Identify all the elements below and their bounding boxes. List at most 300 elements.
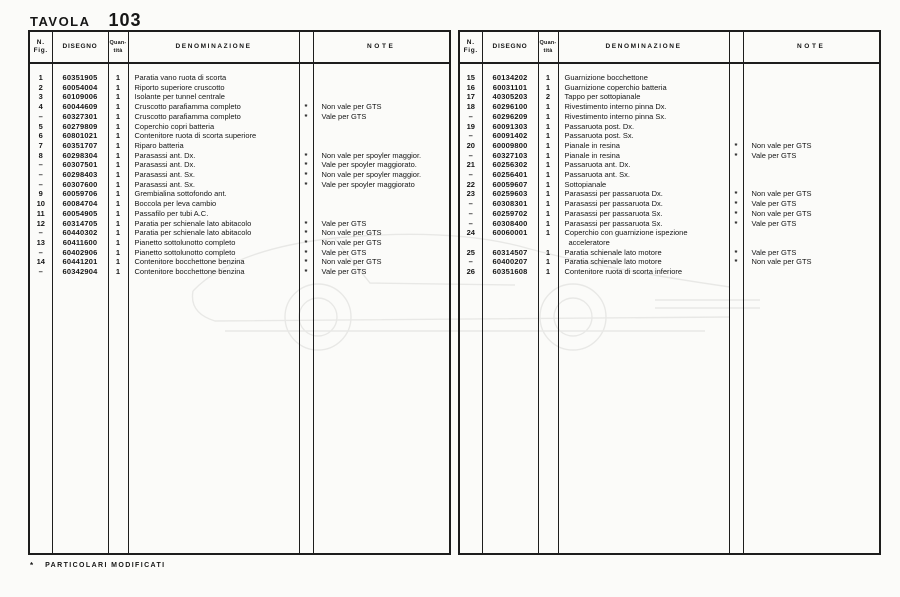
star-cell	[299, 83, 313, 93]
qty-cell: 1	[108, 102, 128, 112]
table-row	[29, 141, 450, 151]
star-cell: *	[299, 170, 313, 180]
star-cell: *	[299, 160, 313, 170]
denominazione-cell: Grembialina sottofondo ant.	[128, 189, 299, 199]
qty-cell: 1	[538, 189, 558, 199]
qty-cell: 1	[538, 170, 558, 180]
filler-cell	[299, 277, 313, 554]
table-row	[459, 267, 880, 277]
qty-cell: 1	[108, 219, 128, 229]
denominazione-cell: Coperchio copri batteria	[128, 122, 299, 132]
fig-cell: 5	[29, 122, 52, 132]
denominazione-cell: Parasassi per passaruota Dx.	[558, 189, 729, 199]
fig-cell: 6	[29, 131, 52, 141]
note-cell	[313, 199, 450, 209]
disegno-cell: 60256401	[482, 170, 538, 180]
note-cell	[743, 267, 880, 277]
note-cell: Vale per GTS	[321, 111, 367, 121]
star-cell: *	[299, 219, 313, 229]
fig-cell: 9	[29, 189, 52, 199]
page-title	[30, 10, 142, 31]
disegno-cell: 60009800	[482, 141, 538, 151]
star-cell	[729, 102, 743, 112]
filler-row	[459, 277, 880, 554]
table-row	[29, 92, 450, 102]
star-cell: *	[729, 219, 743, 229]
denominazione-cell: Parasassi ant. Dx.	[128, 151, 299, 161]
table-row	[29, 189, 450, 199]
note-cell: Non vale per GTS	[751, 208, 812, 218]
filler-cell	[108, 277, 128, 554]
filler-cell	[482, 277, 538, 554]
fig-cell: 3	[29, 92, 52, 102]
denominazione-cell: Cruscotto parafiamma completo	[128, 102, 299, 112]
note-cell	[743, 112, 880, 122]
qty-cell: 1	[538, 180, 558, 190]
table-row	[459, 248, 880, 258]
note-cell	[743, 92, 880, 102]
table-row	[459, 180, 880, 190]
disegno-cell: 60259702	[482, 209, 538, 219]
denominazione-cell: Rivestimento interno pinna Sx.	[558, 112, 729, 122]
star-cell: *	[729, 151, 743, 161]
star-cell	[729, 131, 743, 141]
qty-cell: 1	[538, 83, 558, 93]
star-cell: *	[299, 228, 313, 238]
fig-cell: 24	[459, 228, 482, 247]
denominazione-cell: Rivestimento interno pinna Dx.	[558, 102, 729, 112]
qty-cell: 1	[108, 209, 128, 219]
fig-cell: 8	[29, 151, 52, 161]
star-cell	[729, 83, 743, 93]
col-header-qty	[108, 31, 128, 63]
denominazione-cell: Pianale in resina	[558, 151, 729, 161]
qty-cell: 1	[538, 160, 558, 170]
disegno-cell: 60400207	[482, 257, 538, 267]
qty-cell: 1	[538, 228, 558, 247]
table-row	[29, 209, 450, 219]
star-cell	[729, 180, 743, 190]
col-header-qty-line2: tità	[543, 48, 553, 54]
note-cell	[743, 102, 880, 112]
qty-cell: 1	[108, 83, 128, 93]
star-cell: *	[729, 141, 743, 151]
filler-cell	[128, 277, 299, 554]
fig-cell: 19	[459, 122, 482, 132]
note-cell: Non vale per GTS	[751, 189, 812, 199]
filler-cell	[52, 277, 108, 554]
table-row	[459, 122, 880, 132]
note-cell	[313, 122, 450, 132]
fig-cell: 11	[29, 209, 52, 219]
star-cell: *	[729, 209, 743, 219]
denominazione-cell: Parasassi ant. Sx.	[128, 170, 299, 180]
col-header-fig-line2: Fig.	[463, 47, 478, 54]
table-row	[29, 180, 450, 190]
disegno-cell: 60314705	[52, 219, 108, 229]
fig-cell: 17	[459, 92, 482, 102]
col-header-fig-line2: Fig.	[33, 47, 48, 54]
disegno-cell: 60441201	[52, 257, 108, 267]
qty-cell: 1	[108, 180, 128, 190]
fig-cell: –	[459, 219, 482, 229]
denominazione-cell: Parasassi ant. Dx.	[128, 160, 299, 170]
denominazione-cell: Parasassi per passaruota Sx.	[558, 209, 729, 219]
table-row	[29, 131, 450, 141]
col-header-qty-line1: Quan-	[109, 40, 127, 46]
table-row	[29, 170, 450, 180]
denominazione-cell: Contenitore ruota di scorta inferiore	[558, 267, 729, 277]
filler-cell	[313, 277, 450, 554]
disegno-cell: 60342904	[52, 267, 108, 277]
qty-cell: 1	[108, 92, 128, 102]
disegno-cell: 60411600	[52, 238, 108, 248]
disegno-cell: 60351707	[52, 141, 108, 151]
fig-cell: –	[459, 257, 482, 267]
denominazione-cell: Passaruota ant. Sx.	[558, 170, 729, 180]
star-cell	[299, 92, 313, 102]
table-row	[459, 102, 880, 112]
note-cell	[313, 92, 450, 102]
note-cell: Vale per GTS	[751, 247, 797, 257]
col-header-fig	[459, 31, 482, 63]
disegno-cell: 60059706	[52, 189, 108, 199]
note-cell: Vale per GTS	[321, 267, 367, 277]
fig-cell: 22	[459, 180, 482, 190]
fig-cell: –	[459, 199, 482, 209]
fig-cell: –	[29, 180, 52, 190]
denominazione-cell: Tappo per sottopianale	[558, 92, 729, 102]
table-row	[29, 219, 450, 229]
table-row	[29, 112, 450, 122]
fig-cell: 7	[29, 141, 52, 151]
qty-cell: 1	[538, 219, 558, 229]
fig-cell: –	[29, 170, 52, 180]
disegno-cell: 60256302	[482, 160, 538, 170]
star-cell: *	[299, 112, 313, 122]
tavola-label: TAVOLA	[30, 14, 91, 29]
star-cell	[729, 170, 743, 180]
qty-cell: 1	[108, 248, 128, 258]
fig-cell: –	[29, 228, 52, 238]
col-header-qty-line1: Quan-	[539, 40, 557, 46]
fig-cell: –	[459, 151, 482, 161]
denominazione-cell: Riparo batteria	[128, 141, 299, 151]
table-row	[29, 267, 450, 277]
fig-cell: –	[459, 209, 482, 219]
qty-cell: 1	[108, 141, 128, 151]
qty-cell: 1	[108, 63, 128, 83]
fig-cell: 16	[459, 83, 482, 93]
table-row	[29, 248, 450, 258]
disegno-cell: 60314507	[482, 248, 538, 258]
qty-cell: 1	[108, 257, 128, 267]
star-cell: *	[729, 199, 743, 209]
disegno-cell: 60059607	[482, 180, 538, 190]
note-cell	[743, 131, 880, 141]
table-row	[459, 199, 880, 209]
filler-cell	[29, 277, 52, 554]
star-cell: *	[299, 238, 313, 248]
denominazione-cell: Paratia vano ruota di scorta	[128, 63, 299, 83]
qty-cell: 1	[538, 131, 558, 141]
note-cell: Non vale per GTS	[751, 140, 812, 150]
table-row	[459, 83, 880, 93]
star-cell	[729, 160, 743, 170]
star-cell	[729, 112, 743, 122]
disegno-cell: 60054905	[52, 209, 108, 219]
footnote-text: PARTICOLARI MODIFICATI	[45, 562, 166, 569]
parts-table-left	[28, 30, 451, 555]
table-row	[459, 131, 880, 141]
note-cell	[743, 83, 880, 93]
disegno-cell: 60296209	[482, 112, 538, 122]
col-header-qty-line2: tità	[113, 48, 123, 54]
qty-cell: 1	[108, 199, 128, 209]
note-cell: Non vale per GTS	[321, 228, 382, 238]
fig-cell: 2	[29, 83, 52, 93]
table-row	[459, 112, 880, 122]
denominazione-cell: Contenitore ruota di scorta superiore	[128, 131, 299, 141]
qty-cell: 1	[538, 209, 558, 219]
denominazione-cell: Contenitore bocchettone benzina	[128, 257, 299, 267]
qty-cell: 1	[108, 122, 128, 132]
note-cell: Vale per GTS	[751, 218, 797, 228]
star-cell	[729, 267, 743, 277]
filler-cell	[743, 277, 880, 554]
table-row	[459, 92, 880, 102]
qty-cell: 1	[108, 238, 128, 248]
fig-cell: 15	[459, 63, 482, 83]
star-cell: *	[299, 102, 313, 112]
table-row	[29, 122, 450, 132]
star-cell	[299, 199, 313, 209]
star-cell: *	[729, 248, 743, 258]
filler-cell	[538, 277, 558, 554]
col-header-star-spacer	[729, 31, 743, 63]
denominazione-cell: Cruscotto parafiamma completo	[128, 112, 299, 122]
disegno-cell: 60308301	[482, 199, 538, 209]
fig-cell: –	[29, 112, 52, 122]
disegno-cell: 60307501	[52, 160, 108, 170]
disegno-cell: 60084704	[52, 199, 108, 209]
star-cell	[299, 63, 313, 83]
denominazione-cell: Passafilo per tubi A.C.	[128, 209, 299, 219]
table-row	[459, 170, 880, 180]
note-cell: Vale per spoyler maggiorato	[321, 179, 415, 189]
note-cell: Non vale per GTS	[321, 257, 382, 267]
table-row	[459, 189, 880, 199]
note-cell	[743, 228, 880, 247]
star-cell: *	[729, 189, 743, 199]
disegno-cell: 60307600	[52, 180, 108, 190]
denominazione-cell: Paratia per schienale lato abitacolo	[128, 228, 299, 238]
denominazione-cell: Pianetto sottolunotto completo	[128, 248, 299, 258]
star-cell	[729, 228, 743, 247]
disegno-cell: 60060001	[482, 228, 538, 247]
col-header-denominazione: DENOMINAZIONE	[128, 31, 299, 63]
fig-cell: 13	[29, 238, 52, 248]
star-cell: *	[299, 257, 313, 267]
tavola-number: 103	[108, 10, 142, 30]
fig-cell: 18	[459, 102, 482, 112]
star-cell	[299, 141, 313, 151]
qty-cell: 1	[108, 189, 128, 199]
disegno-cell: 60054004	[52, 83, 108, 93]
fig-cell: –	[459, 112, 482, 122]
table-row	[459, 160, 880, 170]
fig-cell: –	[459, 170, 482, 180]
col-header-disegno: DISEGNO	[52, 31, 108, 63]
star-cell	[299, 209, 313, 219]
fig-cell: –	[29, 248, 52, 258]
fig-cell: –	[459, 131, 482, 141]
table-row	[29, 102, 450, 112]
col-header-disegno: DISEGNO	[482, 31, 538, 63]
disegno-cell: 60134202	[482, 63, 538, 83]
col-header-fig	[29, 31, 52, 63]
fig-cell: 25	[459, 248, 482, 258]
note-cell	[313, 63, 450, 83]
col-header-fig-line1: N.	[36, 39, 45, 46]
qty-cell: 1	[108, 151, 128, 161]
note-cell: Non vale per spoyler maggior.	[321, 170, 422, 180]
col-header-qty	[538, 31, 558, 63]
header-row	[29, 31, 450, 63]
denominazione-cell: Passaruota ant. Dx.	[558, 160, 729, 170]
table-row	[459, 257, 880, 267]
qty-cell: 1	[108, 267, 128, 277]
denominazione-cell: Parasassi ant. Sx.	[128, 180, 299, 190]
note-cell	[313, 141, 450, 151]
star-cell	[729, 92, 743, 102]
star-cell: *	[299, 248, 313, 258]
note-cell: Non vale per GTS	[321, 102, 382, 112]
table-row	[29, 83, 450, 93]
col-header-fig-line1: N.	[466, 39, 475, 46]
table-row	[459, 209, 880, 219]
denominazione-cell: Pianale in resina	[558, 141, 729, 151]
fig-cell: 21	[459, 160, 482, 170]
disegno-cell: 60279809	[52, 122, 108, 132]
qty-cell: 2	[538, 92, 558, 102]
note-cell: Vale per GTS	[321, 247, 367, 257]
col-header-star-spacer	[299, 31, 313, 63]
table-row	[29, 228, 450, 238]
denominazione-cell: Isolante per tunnel centrale	[128, 92, 299, 102]
star-cell	[299, 189, 313, 199]
modified-parts-marker-icon: *	[30, 561, 34, 570]
denominazione-cell: Paratia schienale lato motore	[558, 248, 729, 258]
star-cell: *	[729, 257, 743, 267]
star-cell	[299, 122, 313, 132]
disegno-cell: 60327103	[482, 151, 538, 161]
table-row	[459, 63, 880, 83]
disegno-cell: 60091402	[482, 131, 538, 141]
col-header-note: NOTE	[313, 31, 450, 63]
qty-cell: 1	[108, 131, 128, 141]
denominazione-cell: Paratia schienale lato motore	[558, 257, 729, 267]
denominazione-cell: Parasassi per passaruota Dx.	[558, 199, 729, 209]
note-cell: Vale per spoyler maggiorato.	[321, 160, 417, 170]
note-cell	[743, 170, 880, 180]
parts-table-right	[458, 30, 881, 555]
filler-cell	[558, 277, 729, 554]
disegno-cell: 60296100	[482, 102, 538, 112]
disegno-cell: 60351905	[52, 63, 108, 83]
table-row	[29, 151, 450, 161]
denominazione-cell: Riporto superiore cruscotto	[128, 83, 299, 93]
disegno-cell: 60044609	[52, 102, 108, 112]
col-header-note: NOTE	[743, 31, 880, 63]
table-row	[459, 219, 880, 229]
qty-cell: 1	[538, 141, 558, 151]
table-row	[459, 141, 880, 151]
table-row	[459, 228, 880, 247]
qty-cell: 1	[538, 102, 558, 112]
qty-cell: 1	[538, 112, 558, 122]
note-cell: Vale per GTS	[321, 218, 367, 228]
note-cell	[313, 209, 450, 219]
fig-cell: 12	[29, 219, 52, 229]
fig-cell: 10	[29, 199, 52, 209]
qty-cell: 1	[538, 122, 558, 132]
qty-cell: 1	[538, 257, 558, 267]
note-cell	[313, 83, 450, 93]
disegno-cell: 60327301	[52, 112, 108, 122]
note-cell	[743, 63, 880, 83]
denominazione-cell: Passaruota post. Sx.	[558, 131, 729, 141]
denominazione-cell: Paratia per schienale lato abitacolo	[128, 219, 299, 229]
star-cell	[299, 131, 313, 141]
note-cell: Vale per GTS	[751, 150, 797, 160]
fig-cell: 20	[459, 141, 482, 151]
note-cell	[743, 122, 880, 132]
note-cell: Non vale per GTS	[751, 257, 812, 267]
denominazione-cell: Guarnizione bocchettone	[558, 63, 729, 83]
qty-cell: 1	[108, 160, 128, 170]
note-cell	[313, 189, 450, 199]
denominazione-cell: Coperchio con guarnizione ispezione acceleratore	[558, 228, 729, 247]
disegno-cell: 60298304	[52, 151, 108, 161]
filler-cell	[459, 277, 482, 554]
note-cell: Vale per GTS	[751, 199, 797, 209]
header-row	[459, 31, 880, 63]
table-row	[29, 63, 450, 83]
qty-cell: 1	[538, 267, 558, 277]
disegno-cell: 60402906	[52, 248, 108, 258]
disegno-cell: 60109006	[52, 92, 108, 102]
fig-cell: 23	[459, 189, 482, 199]
disegno-cell: 60440302	[52, 228, 108, 238]
fig-cell: 4	[29, 102, 52, 112]
denominazione-cell: Contenitore bocchettone benzina	[128, 267, 299, 277]
disegno-cell: 60031101	[482, 83, 538, 93]
disegno-cell: 40305203	[482, 92, 538, 102]
fig-cell: 14	[29, 257, 52, 267]
note-cell: Non vale per spoyler maggior.	[321, 150, 422, 160]
table-row	[459, 151, 880, 161]
star-cell	[729, 122, 743, 132]
denominazione-cell: Parasassi per passaruota Sx.	[558, 219, 729, 229]
footnote	[30, 561, 166, 570]
disegno-cell: 60351608	[482, 267, 538, 277]
star-cell: *	[299, 180, 313, 190]
fig-cell: 1	[29, 63, 52, 83]
denominazione-cell: Guarnizione coperchio batteria	[558, 83, 729, 93]
qty-cell: 1	[538, 63, 558, 83]
note-cell: Non vale per GTS	[321, 237, 382, 247]
